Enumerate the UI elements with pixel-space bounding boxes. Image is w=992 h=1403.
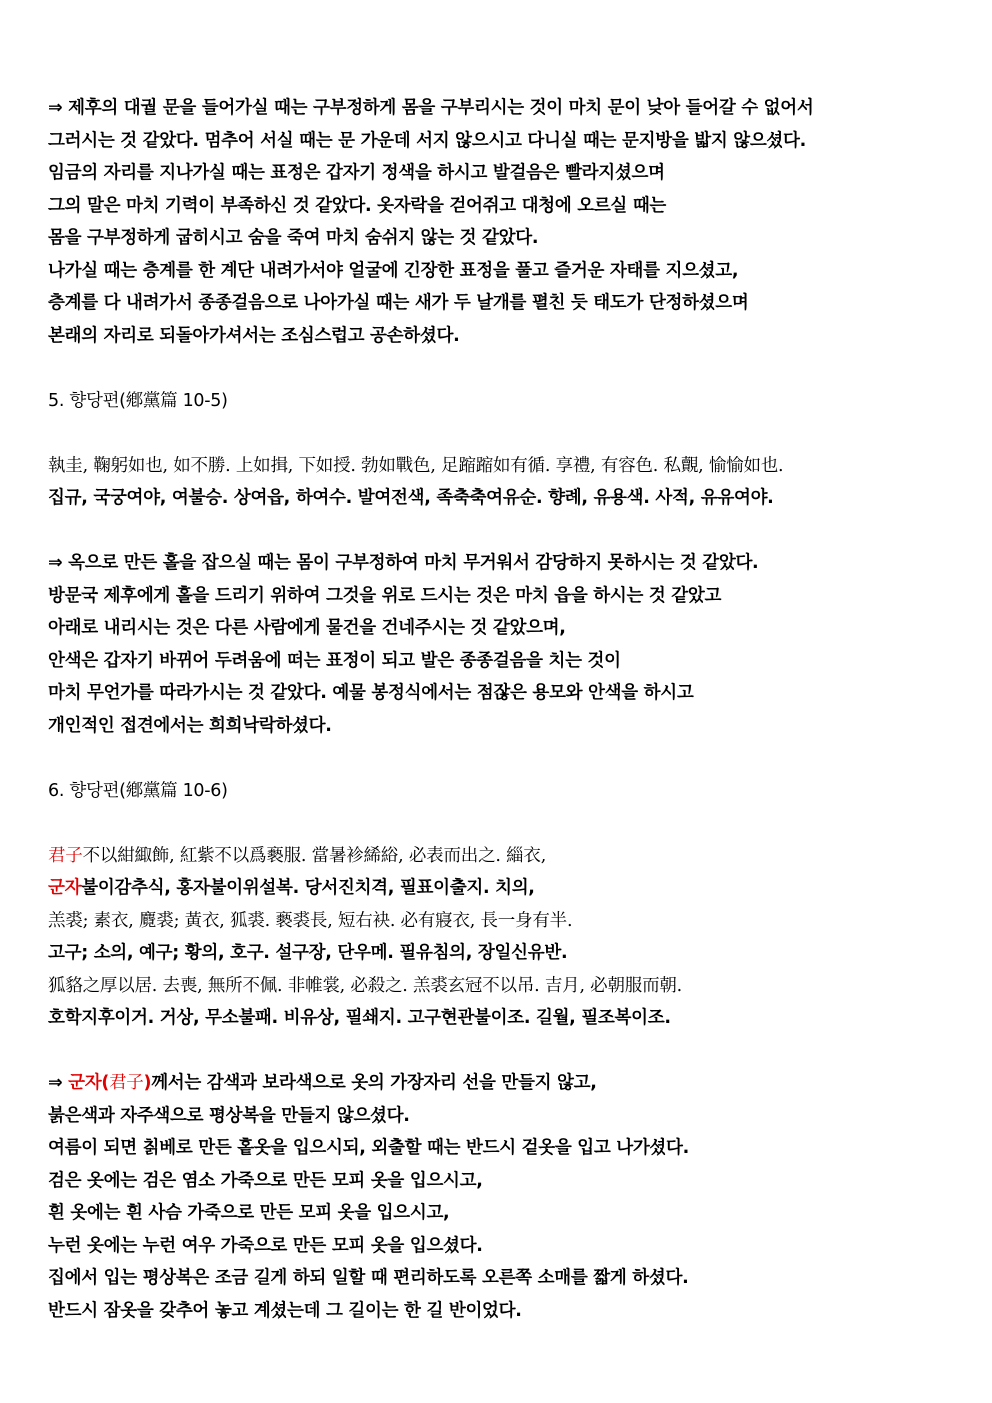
section-6-translation [48, 1067, 948, 1327]
text-line: 개인적인 접견에서는 희희낙락하셨다. [48, 715, 332, 736]
text-line: 검은 옷에는 검은 염소 가죽으로 만든 모피 옷을 입으시고, [48, 1170, 483, 1191]
heading-hanja: 鄕黨篇 [125, 390, 178, 411]
document-page [48, 92, 948, 1327]
heading-hanja: 鄕黨篇 [125, 780, 178, 801]
spacer [48, 515, 948, 548]
spacer [48, 352, 948, 385]
text-line: 본래의 자리로 되돌아가셔서는 조심스럽고 공손하셨다. [48, 325, 460, 346]
heading-number: 10-6) [177, 780, 228, 801]
reading-text: 불이감추식, 홍자불이위설복. 당서진치격, 필표이출지. 치의, [81, 878, 535, 898]
hanja-text: 不以紺緅飾, 紅紫不以爲褻服. 當暑袗絺綌, 必表而出之. 緇衣, [82, 845, 547, 866]
heading-text: 6. 향당편( [48, 780, 126, 801]
section-6-reading-line-1 [48, 872, 948, 905]
arrow: ⇒ [48, 1073, 69, 1093]
text-line: ⇒ 제후의 대궐 문을 들어가실 때는 구부정하게 몸을 구부리시는 것이 마치 문이 낮아 들어갈 수 없어서 [48, 98, 814, 118]
paragraph-block-1 [48, 92, 948, 352]
text-line: 붉은색과 자주색으로 평상복을 만들지 않으셨다. [48, 1105, 410, 1126]
text-line: 아래로 내리시는 것은 다른 사람에게 물건을 건네주시는 것 같았으며, [48, 618, 566, 638]
text-line: 그의 말은 마치 기력이 부족하신 것 같았다. 옷자락을 걷어쥐고 대청에 오르실 때는 [48, 195, 667, 216]
text-rest: 께서는 감색과 보라색으로 옷의 가장자리 선을 만들지 않고, [151, 1073, 597, 1093]
section-6-hanja-line-1 [48, 840, 948, 873]
text-line: 층계를 다 내려가서 종종걸음으로 나아가실 때는 새가 두 날개를 펼친 듯 태도가 단정하셨으며 [48, 293, 749, 313]
section-6-reading-line-2: 고구; 소의, 예구; 황의, 호구. 설구장, 단우메. 필유침의, 장일신유반. [48, 943, 568, 963]
text-line: 여름이 되면 칡베로 만든 홑옷을 입으시되, 외출할 때는 반드시 겉옷을 입고 나가셨다. [48, 1138, 689, 1158]
text-line: 임금의 자리를 지나가실 때는 표정은 갑자기 정색을 하시고 발걸음은 빨라지셨으며 [48, 163, 665, 183]
highlight-close: ) [143, 1073, 152, 1093]
highlight-junzi-hanja: 君子 [109, 1073, 144, 1093]
spacer [48, 1035, 948, 1068]
section-5-hanja: 執圭, 鞠躬如也, 如不勝. 上如揖, 下如授. 勃如戰色, 足蹜蹜如有循. 享禮, 有容色. 私覿, 愉愉如也. [48, 455, 784, 476]
text-line: 마치 무언가를 따라가시는 것 같았다. 예물 봉정식에서는 점잖은 용모와 안색을 하시고 [48, 683, 694, 703]
highlight-junzi: 군자( [68, 1073, 110, 1093]
section-6-reading-line-3: 호학지후이거. 거상, 무소불패. 비유상, 필쇄지. 고구현관불이조. 길월, 필조복이조. [48, 1008, 671, 1028]
text-line: 흰 옷에는 흰 사슴 가죽으로 만든 모피 옷을 입으시고, [48, 1203, 450, 1223]
spacer [48, 417, 948, 450]
section-5-reading: 집규, 국궁여야, 여불승. 상여읍, 하여수. 발여전색, 족축축여유순. 향례, 유용색. 사적, 유유여야. [48, 488, 774, 508]
text-line: 안색은 갑자기 바뀌어 두려움에 떠는 표정이 되고 발은 종종걸음을 치는 것이 [48, 650, 621, 671]
text-line: 반드시 잠옷을 갖추어 놓고 계셨는데 그 길이는 한 길 반이었다. [48, 1300, 522, 1321]
heading-text: 5. 향당편( [48, 390, 126, 411]
spacer [48, 807, 948, 840]
section-5-heading [48, 385, 948, 418]
section-6-heading [48, 775, 948, 808]
section-6-hanja-line-2: 羔裘; 素衣, 麑裘; 黃衣, 狐裘. 褻裘長, 短右袂. 必有寢衣, 長一身有半. [48, 910, 573, 931]
section-6-hanja-line-3: 狐貉之厚以居. 去喪, 無所不佩. 非帷裳, 必殺之. 羔裘玄冠不以吊. 吉月, 必朝服而朝. [48, 975, 683, 996]
text-line: 방문국 제후에게 홀을 드리기 위하여 그것을 위로 드시는 것은 마치 읍을 하시는 것 같았고 [48, 585, 722, 606]
spacer [48, 742, 948, 775]
text-line: 집에서 입는 평상복은 조금 길게 하되 일할 때 편리하도록 오른쪽 소매를 짧게 하셨다. [48, 1268, 689, 1288]
text-line [48, 1067, 948, 1100]
heading-number: 10-5) [177, 390, 228, 411]
highlight-junzi: 君子 [48, 845, 83, 866]
text-line: 그러시는 것 같았다. 멈추어 서실 때는 문 가운데 서지 않으시고 다니실 때는 문지방을 밟지 않으셨다. [48, 130, 806, 151]
text-line: 누런 옷에는 누런 여우 가죽으로 만든 모피 옷을 입으셨다. [48, 1235, 483, 1256]
text-line: 나가실 때는 층계를 한 계단 내려가서야 얼굴에 긴장한 표정을 풀고 즐거운 자태를 지으셨고, [48, 260, 739, 281]
section-5-translation [48, 547, 948, 742]
highlight-junzi: 군자 [48, 878, 82, 898]
text-line: ⇒ 옥으로 만든 홀을 잡으실 때는 몸이 구부정하여 마치 무거워서 감당하지 못하시는 것 같았다. [48, 553, 759, 573]
text-line: 몸을 구부정하게 굽히시고 숨을 죽여 마치 숨쉬지 않는 것 같았다. [48, 228, 539, 248]
